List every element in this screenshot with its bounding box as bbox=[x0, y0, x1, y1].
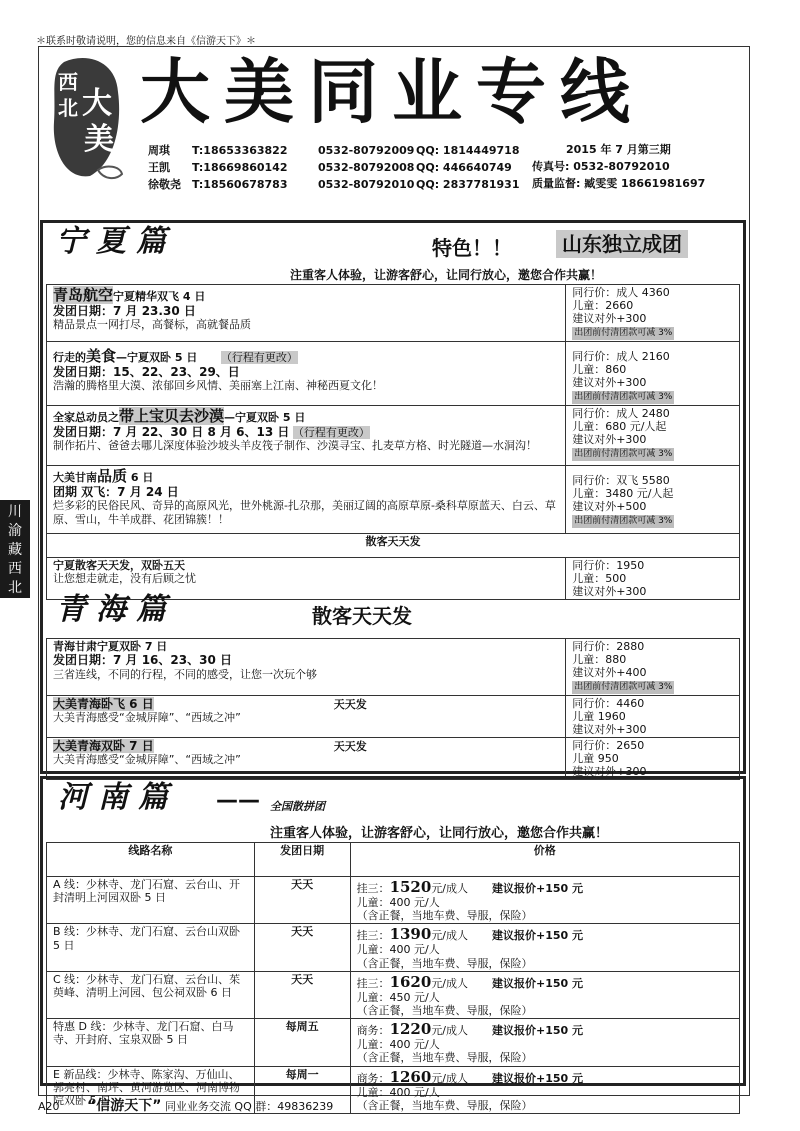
contact-phone: 0532-80792008 bbox=[318, 160, 415, 174]
daily-tag: 天天发 bbox=[333, 740, 367, 753]
table-header-row bbox=[47, 843, 740, 877]
price-suggest: 建议对外+400 bbox=[572, 666, 647, 679]
price-value: 1620 bbox=[389, 972, 432, 991]
price-adult: 同行价：双飞 5580 bbox=[572, 474, 670, 487]
contact-phone: 0532-80792010 bbox=[318, 177, 415, 191]
route-name: 宁夏散客天天发，双卧五天 bbox=[53, 559, 185, 572]
pay-discount: 出团前付清团款可减 3% bbox=[574, 516, 673, 526]
itinerary-change-note: （行程有更改） bbox=[292, 426, 370, 439]
route-name: 青海甘肃宁夏双卧 7 日 bbox=[53, 640, 168, 653]
price-includes: （含正餐，当地车费、导服，保险） bbox=[356, 1051, 533, 1065]
price-child: 儿童：400 元/人 bbox=[356, 943, 440, 957]
daily-tag: 天天发 bbox=[333, 698, 367, 711]
price-cell bbox=[566, 558, 740, 600]
henan-title: 河南篇 bbox=[58, 780, 178, 815]
issue-info bbox=[532, 143, 706, 194]
route-name: —宁夏双卧 5 日 bbox=[116, 351, 198, 364]
qinghai-routes-table bbox=[46, 638, 740, 780]
price-child: 儿童：680 元/人起 bbox=[572, 420, 667, 433]
contact-qq: QQ: 2837781931 bbox=[416, 177, 520, 191]
pay-discount: 出团前付清团款可减 3% bbox=[574, 449, 673, 459]
price-class: 挂三： bbox=[356, 882, 390, 895]
route-highlight: 大美青海双卧 7 日 bbox=[53, 739, 154, 753]
ningxia-title: 宁夏篇 bbox=[56, 224, 176, 259]
price-value: 1220 bbox=[389, 1020, 432, 1039]
route-cell: E 新品线：少林寺、陈家沟、万仙山、郭亮村、南坪、黄河游览区、河南博物院双卧 5 日 bbox=[47, 1066, 255, 1113]
price-cell bbox=[566, 639, 740, 696]
price-child: 儿童 1960 bbox=[572, 710, 626, 723]
route-cell bbox=[47, 406, 566, 466]
column-header: 发团日期 bbox=[254, 843, 350, 877]
price-suggest: 建议对外+500 bbox=[572, 500, 647, 513]
fax-number: 传真号: 0532-80792010 bbox=[532, 160, 670, 173]
footer-brand: “信游天下” bbox=[87, 1098, 162, 1114]
henan-slogan: 注重客人体验，让游客舒心，让同行放心，邀您合作共赢！ bbox=[270, 826, 609, 841]
contact-row bbox=[148, 159, 558, 176]
route-cell: A 线：少林寺、龙门石窟、云台山、开封清明上河园双卧 5 日 bbox=[47, 877, 255, 924]
price-includes: （含正餐，当地车费、导服，保险） bbox=[356, 1003, 533, 1017]
price-value: 1520 bbox=[389, 878, 432, 896]
price-suggest: 建议报价+150 元 bbox=[492, 882, 584, 895]
table-row bbox=[47, 285, 740, 342]
contact-list bbox=[148, 142, 558, 193]
qinghai-subtitle: 散客天天发 bbox=[312, 604, 412, 628]
price-suggest: 建议对外+300 bbox=[572, 433, 647, 446]
route-date: 发团日期：7 月 23.30 日 bbox=[53, 304, 196, 318]
price-suggest: 建议对外+300 bbox=[572, 376, 647, 389]
route-desc: 三省连线，不同的行程，不同的感受，让您一次玩个够 bbox=[53, 667, 317, 681]
route-desc: 大美青海感受“金城屏障”、“西域之冲” bbox=[53, 753, 241, 767]
price-unit: 元/成人 bbox=[431, 882, 469, 895]
depart-cell: 天天 bbox=[254, 924, 350, 971]
price-unit: 元/成人 bbox=[431, 1071, 469, 1085]
contact-phone: 0532-80792009 bbox=[318, 143, 415, 157]
logo-char: 大 bbox=[82, 86, 112, 121]
route-name: —宁夏双卧 5 日 bbox=[224, 411, 306, 424]
top-note: ＊联系时敬请说明，您的信息来自《信游天下》＊ bbox=[36, 36, 256, 47]
price-adult: 同行价：2650 bbox=[572, 739, 645, 752]
side-tag-char: 川 bbox=[8, 504, 22, 520]
price-adult: 同行价：4460 bbox=[572, 697, 645, 710]
price-child: 儿童：400 元/人 bbox=[356, 1085, 440, 1099]
price-value: 1390 bbox=[389, 925, 432, 944]
price-class: 挂三： bbox=[356, 976, 390, 990]
route-desc: 让您想走就走，没有后顾之忧 bbox=[53, 572, 196, 586]
table-row bbox=[47, 971, 740, 1018]
route-desc: 浩瀚的腾格里大漠、浓郁回乡风情、美丽塞上江南、神秘西夏文化！ bbox=[53, 379, 383, 393]
route-cell: B 线：少林寺、龙门石窟、云台山双卧 5 日 bbox=[47, 924, 255, 971]
footer bbox=[38, 1098, 333, 1115]
route-date: 团期 双飞：7 月 24 日 bbox=[53, 485, 179, 499]
pay-discount: 出团前付清团款可减 3% bbox=[574, 682, 673, 692]
henan-routes-table bbox=[46, 842, 740, 1114]
table-row bbox=[47, 406, 740, 466]
logo-char: 北 bbox=[58, 96, 78, 120]
route-date: 发团日期：7 月 22、30 日 8 月 6、13 日 bbox=[53, 425, 290, 439]
route-desc: 精品景点一网打尽，高餐标，高就餐品质 bbox=[53, 318, 251, 332]
qinghai-title: 青海篇 bbox=[56, 592, 176, 627]
route-highlight: 大美青海卧飞 6 日 bbox=[53, 697, 154, 711]
table-row bbox=[47, 342, 740, 406]
price-cell bbox=[350, 1066, 739, 1113]
region-side-tag bbox=[0, 500, 30, 598]
price-child: 儿童 950 bbox=[572, 752, 619, 765]
price-child: 儿童：500 bbox=[572, 572, 627, 585]
contact-name: 周琪 bbox=[148, 143, 170, 157]
route-date: 发团日期：7 月 16、23、30 日 bbox=[53, 653, 232, 668]
route-cell bbox=[47, 342, 566, 406]
table-row bbox=[47, 696, 740, 738]
price-child: 儿童：3480 元/人起 bbox=[572, 487, 674, 500]
price-class: 商务： bbox=[356, 1024, 390, 1038]
column-header: 价格 bbox=[350, 843, 739, 877]
itinerary-change-note: （行程有更改） bbox=[220, 351, 298, 364]
ningxia-feature-tag: 山东独立成团 bbox=[556, 230, 688, 258]
price-unit: 元/成人 bbox=[431, 1024, 469, 1038]
price-unit: 元/成人 bbox=[431, 976, 469, 990]
price-cell bbox=[350, 971, 739, 1018]
contact-mobile: T:18669860142 bbox=[192, 160, 288, 174]
price-cell bbox=[350, 1019, 739, 1066]
price-suggest: 建议报价+150 元 bbox=[492, 929, 584, 943]
price-child: 儿童：400 元/人 bbox=[356, 1038, 440, 1052]
price-includes: （含正餐，当地车费、导服，保险） bbox=[356, 909, 533, 923]
price-includes: （含正餐，当地车费、导服，保险） bbox=[356, 956, 533, 970]
price-cell bbox=[566, 342, 740, 406]
price-adult: 同行价：1950 bbox=[572, 559, 645, 572]
price-suggest: 建议对外+300 bbox=[572, 765, 647, 778]
route-prefix: 行走的 bbox=[53, 351, 86, 364]
contact-qq: QQ: 446640749 bbox=[416, 160, 512, 174]
route-cell bbox=[47, 285, 566, 342]
henan-dash: —— bbox=[216, 788, 260, 813]
route-name: 宁夏精华双飞 4 日 bbox=[113, 290, 206, 303]
route-name: 6 日 bbox=[127, 471, 154, 484]
price-cell bbox=[566, 696, 740, 738]
table-row bbox=[47, 639, 740, 696]
price-child: 儿童：860 bbox=[572, 363, 627, 376]
price-adult: 同行价：成人 4360 bbox=[572, 286, 670, 299]
price-suggest: 建议报价+150 元 bbox=[492, 1024, 584, 1038]
route-cell: 特惠 D 线：少林寺、龙门石窟、白马寺、开封府、宝泉双卧 5 日 bbox=[47, 1019, 255, 1066]
price-suggest: 建议对外+300 bbox=[572, 585, 647, 598]
table-row bbox=[47, 877, 740, 924]
price-adult: 同行价：成人 2160 bbox=[572, 350, 670, 363]
contact-row bbox=[148, 176, 558, 193]
ningxia-slogan: 注重客人体验，让游客舒心，让同行放心，邀您合作共赢！ bbox=[290, 268, 603, 282]
table-row bbox=[47, 534, 740, 558]
ningxia-feature: 特色！！ bbox=[432, 236, 512, 260]
price-cell bbox=[566, 285, 740, 342]
price-value: 1260 bbox=[389, 1067, 432, 1086]
logo-char: 西 bbox=[58, 70, 78, 94]
price-cell bbox=[566, 466, 740, 534]
price-class: 挂三： bbox=[356, 929, 390, 943]
page-title: 大美同业专线 bbox=[140, 50, 644, 133]
contact-name: 徐敬尧 bbox=[148, 177, 181, 191]
route-prefix: 全家总动员之 bbox=[53, 411, 119, 424]
depart-cell: 天天 bbox=[254, 877, 350, 924]
price-adult: 同行价：成人 2480 bbox=[572, 407, 670, 420]
route-cell: C 线：少林寺、龙门石窟、云台山、茱萸峰、清明上河园、包公祠双卧 6 日 bbox=[47, 971, 255, 1018]
side-tag-char: 北 bbox=[8, 580, 22, 596]
route-highlight: 青岛航空 bbox=[53, 286, 114, 304]
price-child: 儿童：450 元/人 bbox=[356, 990, 440, 1004]
price-cell bbox=[566, 406, 740, 466]
footer-qq-group: 同业业务交流 QQ 群：49836239 bbox=[164, 1100, 334, 1113]
price-suggest: 建议对外+300 bbox=[572, 723, 647, 736]
issue-number: 2015 年 7 月第三期 bbox=[566, 143, 671, 156]
route-cell bbox=[47, 738, 566, 780]
price-suggest: 建议对外+300 bbox=[572, 312, 647, 325]
price-includes: （含正餐，当地车费、导服，保险） bbox=[356, 1098, 533, 1112]
contact-name: 王凯 bbox=[148, 160, 170, 174]
pay-discount: 出团前付清团款可减 3% bbox=[574, 328, 673, 338]
route-keyword: 美食 bbox=[86, 347, 117, 365]
column-header: 线路名称 bbox=[47, 843, 255, 877]
price-suggest: 建议报价+150 元 bbox=[492, 976, 584, 990]
pay-discount: 出团前付清团款可减 3% bbox=[574, 392, 673, 402]
price-class: 商务： bbox=[356, 1071, 390, 1085]
side-tag-char: 渝 bbox=[8, 523, 22, 539]
price-adult: 同行价：2880 bbox=[572, 640, 645, 653]
route-prefix: 大美甘南 bbox=[53, 471, 97, 484]
table-row bbox=[47, 1019, 740, 1066]
depart-cell: 每周五 bbox=[254, 1019, 350, 1066]
price-unit: 元/成人 bbox=[431, 929, 469, 943]
ningxia-routes-table bbox=[46, 284, 740, 600]
price-child: 儿童：400 元/人 bbox=[356, 896, 440, 909]
route-desc: 烂多彩的民俗民风、奇异的高原风光，世外桃源-扎尕那，美丽辽阔的高原草原-桑科草原蓝天、白云、草原、雪山，牛羊成群、花团锦簇！！ bbox=[53, 499, 556, 526]
price-child: 儿童：880 bbox=[572, 653, 627, 666]
route-cell bbox=[47, 466, 566, 534]
price-child: 儿童：2660 bbox=[572, 299, 634, 312]
route-date: 发团日期：15、22、23、29、日 bbox=[53, 365, 240, 379]
logo-char: 美 bbox=[84, 122, 114, 157]
route-cell bbox=[47, 639, 566, 696]
contact-qq: QQ: 1814449718 bbox=[416, 143, 520, 157]
route-keyword: 品质 bbox=[97, 467, 128, 485]
depart-cell: 每周一 bbox=[254, 1066, 350, 1113]
daily-heading: 散客天天发 bbox=[47, 534, 740, 558]
side-tag-char: 西 bbox=[8, 561, 22, 577]
route-desc: 制作拓片、爸爸去哪儿深度体验沙坡头羊皮筏子制作、沙漠寻宝、扎麦草方格、时光隧道—水洞沟！ bbox=[53, 439, 537, 453]
depart-cell: 天天 bbox=[254, 971, 350, 1018]
page-number: A20 bbox=[38, 1100, 60, 1113]
route-cell bbox=[47, 696, 566, 738]
henan-subtitle: 全国散拼团 bbox=[270, 800, 325, 813]
route-highlight: 带上宝贝去沙漠 bbox=[119, 407, 225, 425]
contact-mobile: T:18653363822 bbox=[192, 143, 288, 157]
quality-supervisor: 质量监督: 臧雯雯 18661981697 bbox=[532, 177, 706, 190]
table-row bbox=[47, 924, 740, 971]
contact-mobile: T:18560678783 bbox=[192, 177, 288, 191]
route-desc: 大美青海感受“金城屏障”、“西域之冲” bbox=[53, 711, 241, 725]
table-row bbox=[47, 466, 740, 534]
contact-row bbox=[148, 142, 558, 159]
price-suggest: 建议报价+150 元 bbox=[492, 1071, 584, 1085]
price-cell bbox=[350, 877, 739, 924]
side-tag-char: 藏 bbox=[8, 542, 22, 558]
table-row bbox=[47, 738, 740, 780]
price-cell bbox=[350, 924, 739, 971]
price-cell bbox=[566, 738, 740, 780]
